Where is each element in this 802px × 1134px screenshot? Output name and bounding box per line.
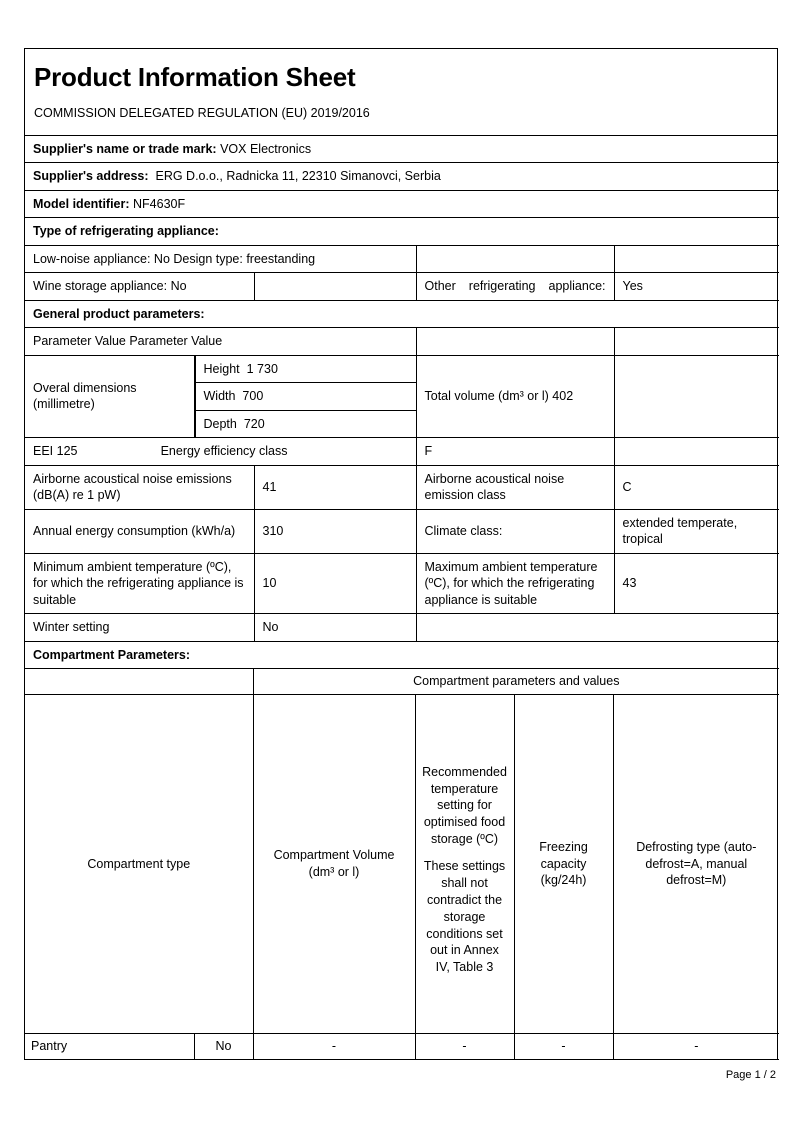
energy-consumption-value: 310 — [254, 509, 416, 553]
winter-setting-label: Winter setting — [25, 614, 254, 642]
dimension-depth-cell — [195, 410, 416, 437]
min-ambient-temp-value: 10 — [254, 553, 416, 614]
document-header — [25, 49, 777, 136]
table-row — [25, 1033, 779, 1059]
model-identifier-label: Model identifier: — [33, 196, 130, 211]
document-frame — [24, 48, 778, 1060]
column-header-compartment-type: Compartment type — [25, 694, 253, 1033]
wine-storage-blank-cell — [254, 273, 416, 301]
table-row — [25, 641, 779, 669]
table-row — [25, 553, 779, 614]
dimension-height-name: Height — [203, 361, 240, 376]
wine-storage-cell: Wine storage appliance: No — [25, 273, 254, 301]
appliance-type-heading: Type of refrigerating appliance: — [25, 218, 779, 246]
recommended-temperature-main: Recommended temperature setting for optimised food storage (ºC) — [422, 764, 507, 847]
table-row — [25, 218, 779, 246]
parameter-header-blank — [416, 328, 614, 356]
table-row — [25, 509, 779, 553]
dimension-height-value: 1 730 — [246, 361, 278, 376]
supplier-name-value: VOX Electronics — [220, 141, 312, 156]
max-ambient-temp-label: Maximum ambient temperature (ºC), for which the refrigerating appliance is suitable — [416, 553, 614, 614]
row-compartment-present: No — [194, 1033, 253, 1059]
table-row — [195, 410, 416, 437]
compartment-header-blank — [25, 669, 253, 694]
table-row — [25, 163, 779, 191]
table-row — [195, 356, 416, 383]
regulation-subtitle: COMMISSION DELEGATED REGULATION (EU) 2019/2016 — [34, 105, 370, 120]
dimension-width-value: 700 — [242, 389, 264, 404]
dimension-depth-value: 720 — [243, 416, 265, 431]
recommended-temperature-note: These settings shall not contradict the storage conditions set out in Annex IV, Table 3 — [423, 859, 506, 975]
noise-emissions-value: 41 — [254, 465, 416, 509]
general-parameters-heading: General product parameters: — [25, 300, 779, 328]
supplier-address-cell — [25, 163, 779, 191]
noise-class-value: C — [614, 465, 779, 509]
other-appliance-value: Yes — [614, 273, 779, 301]
supplier-name-label: Supplier's name or trade mark: — [33, 141, 217, 156]
energy-efficiency-class-label: Energy efficiency class — [160, 444, 288, 459]
dimensions-label: Overal dimensions (millimetre) — [25, 355, 194, 438]
low-noise-blank-cell — [416, 245, 614, 273]
total-volume-blank — [614, 355, 779, 438]
supplier-address-value: ERG D.o.o., Radnicka 11, 22310 Simanovci, Serbia — [155, 169, 441, 184]
table-row — [25, 245, 779, 273]
dimension-width-name: Width — [203, 389, 236, 404]
table-row — [25, 438, 779, 466]
noise-emissions-label: Airborne acoustical noise emissions (dB(A) re 1 pW) — [25, 465, 254, 509]
other-appliance-label: Other refrigerating appliance: — [416, 273, 614, 301]
total-volume-cell: Total volume (dm³ or l) 402 — [416, 355, 614, 438]
table-row — [25, 465, 779, 509]
row-freezing-capacity: - — [514, 1033, 613, 1059]
table-row — [25, 614, 779, 642]
noise-class-label: Airborne acoustical noise emission class — [416, 465, 614, 509]
energy-consumption-label: Annual energy consumption (kWh/a) — [25, 509, 254, 553]
table-row — [25, 355, 779, 438]
dimension-depth-name: Depth — [203, 416, 237, 431]
column-header-defrosting-type: Defrosting type (auto-defrost=A, manual defrost=M) — [613, 694, 779, 1033]
parameter-value-header: Parameter Value Parameter Value — [25, 328, 416, 356]
supplier-address-label: Supplier's address: — [33, 169, 149, 184]
dimensions-table — [195, 356, 416, 438]
dimension-height-cell — [195, 356, 416, 383]
winter-setting-value: No — [254, 614, 416, 642]
table-row — [25, 328, 779, 356]
table-row — [195, 383, 416, 411]
dimension-width-cell — [195, 383, 416, 411]
eei-cell — [25, 438, 416, 466]
compartment-parameters-table — [25, 669, 779, 1060]
parameter-header-blank-2 — [614, 328, 779, 356]
column-header-compartment-volume: Compartment Volume (dm³ or l) — [253, 694, 415, 1033]
page-footer: Page 1 / 2 — [725, 1068, 776, 1081]
model-identifier-value: NF4630F — [133, 196, 186, 211]
row-compartment-type: Pantry — [25, 1033, 194, 1059]
row-recommended-temperature: - — [415, 1033, 514, 1059]
general-parameters-table — [25, 136, 779, 670]
table-row — [25, 669, 779, 694]
table-row — [25, 136, 779, 163]
compartment-parameters-heading: Compartment Parameters: — [25, 641, 779, 669]
winter-setting-blank — [416, 614, 779, 642]
max-ambient-temp-value: 43 — [614, 553, 779, 614]
column-header-recommended-temperature — [415, 694, 514, 1033]
row-compartment-volume: - — [253, 1033, 415, 1059]
supplier-name-cell — [25, 136, 779, 163]
eei-blank — [614, 438, 779, 466]
low-noise-cell: Low-noise appliance: No Design type: freestanding — [25, 245, 416, 273]
table-row — [25, 300, 779, 328]
energy-efficiency-class-value: F — [416, 438, 614, 466]
column-header-freezing-capacity: Freezing capacity (kg/24h) — [514, 694, 613, 1033]
eei-value: EEI 125 — [33, 444, 78, 459]
low-noise-blank-cell-2 — [614, 245, 779, 273]
table-row — [25, 694, 779, 1033]
compartment-group-header: Compartment parameters and values — [253, 669, 779, 694]
page-title: Product Information Sheet — [34, 62, 356, 92]
table-row — [25, 273, 779, 301]
min-ambient-temp-label: Minimum ambient temperature (ºC), for which the refrigerating appliance is suitable — [25, 553, 254, 614]
dimensions-subtable-cell — [194, 355, 416, 438]
row-defrosting-type: - — [613, 1033, 779, 1059]
climate-class-label: Climate class: — [416, 509, 614, 553]
climate-class-value: extended temperate, tropical — [614, 509, 779, 553]
model-identifier-cell — [25, 190, 779, 218]
table-row — [25, 190, 779, 218]
